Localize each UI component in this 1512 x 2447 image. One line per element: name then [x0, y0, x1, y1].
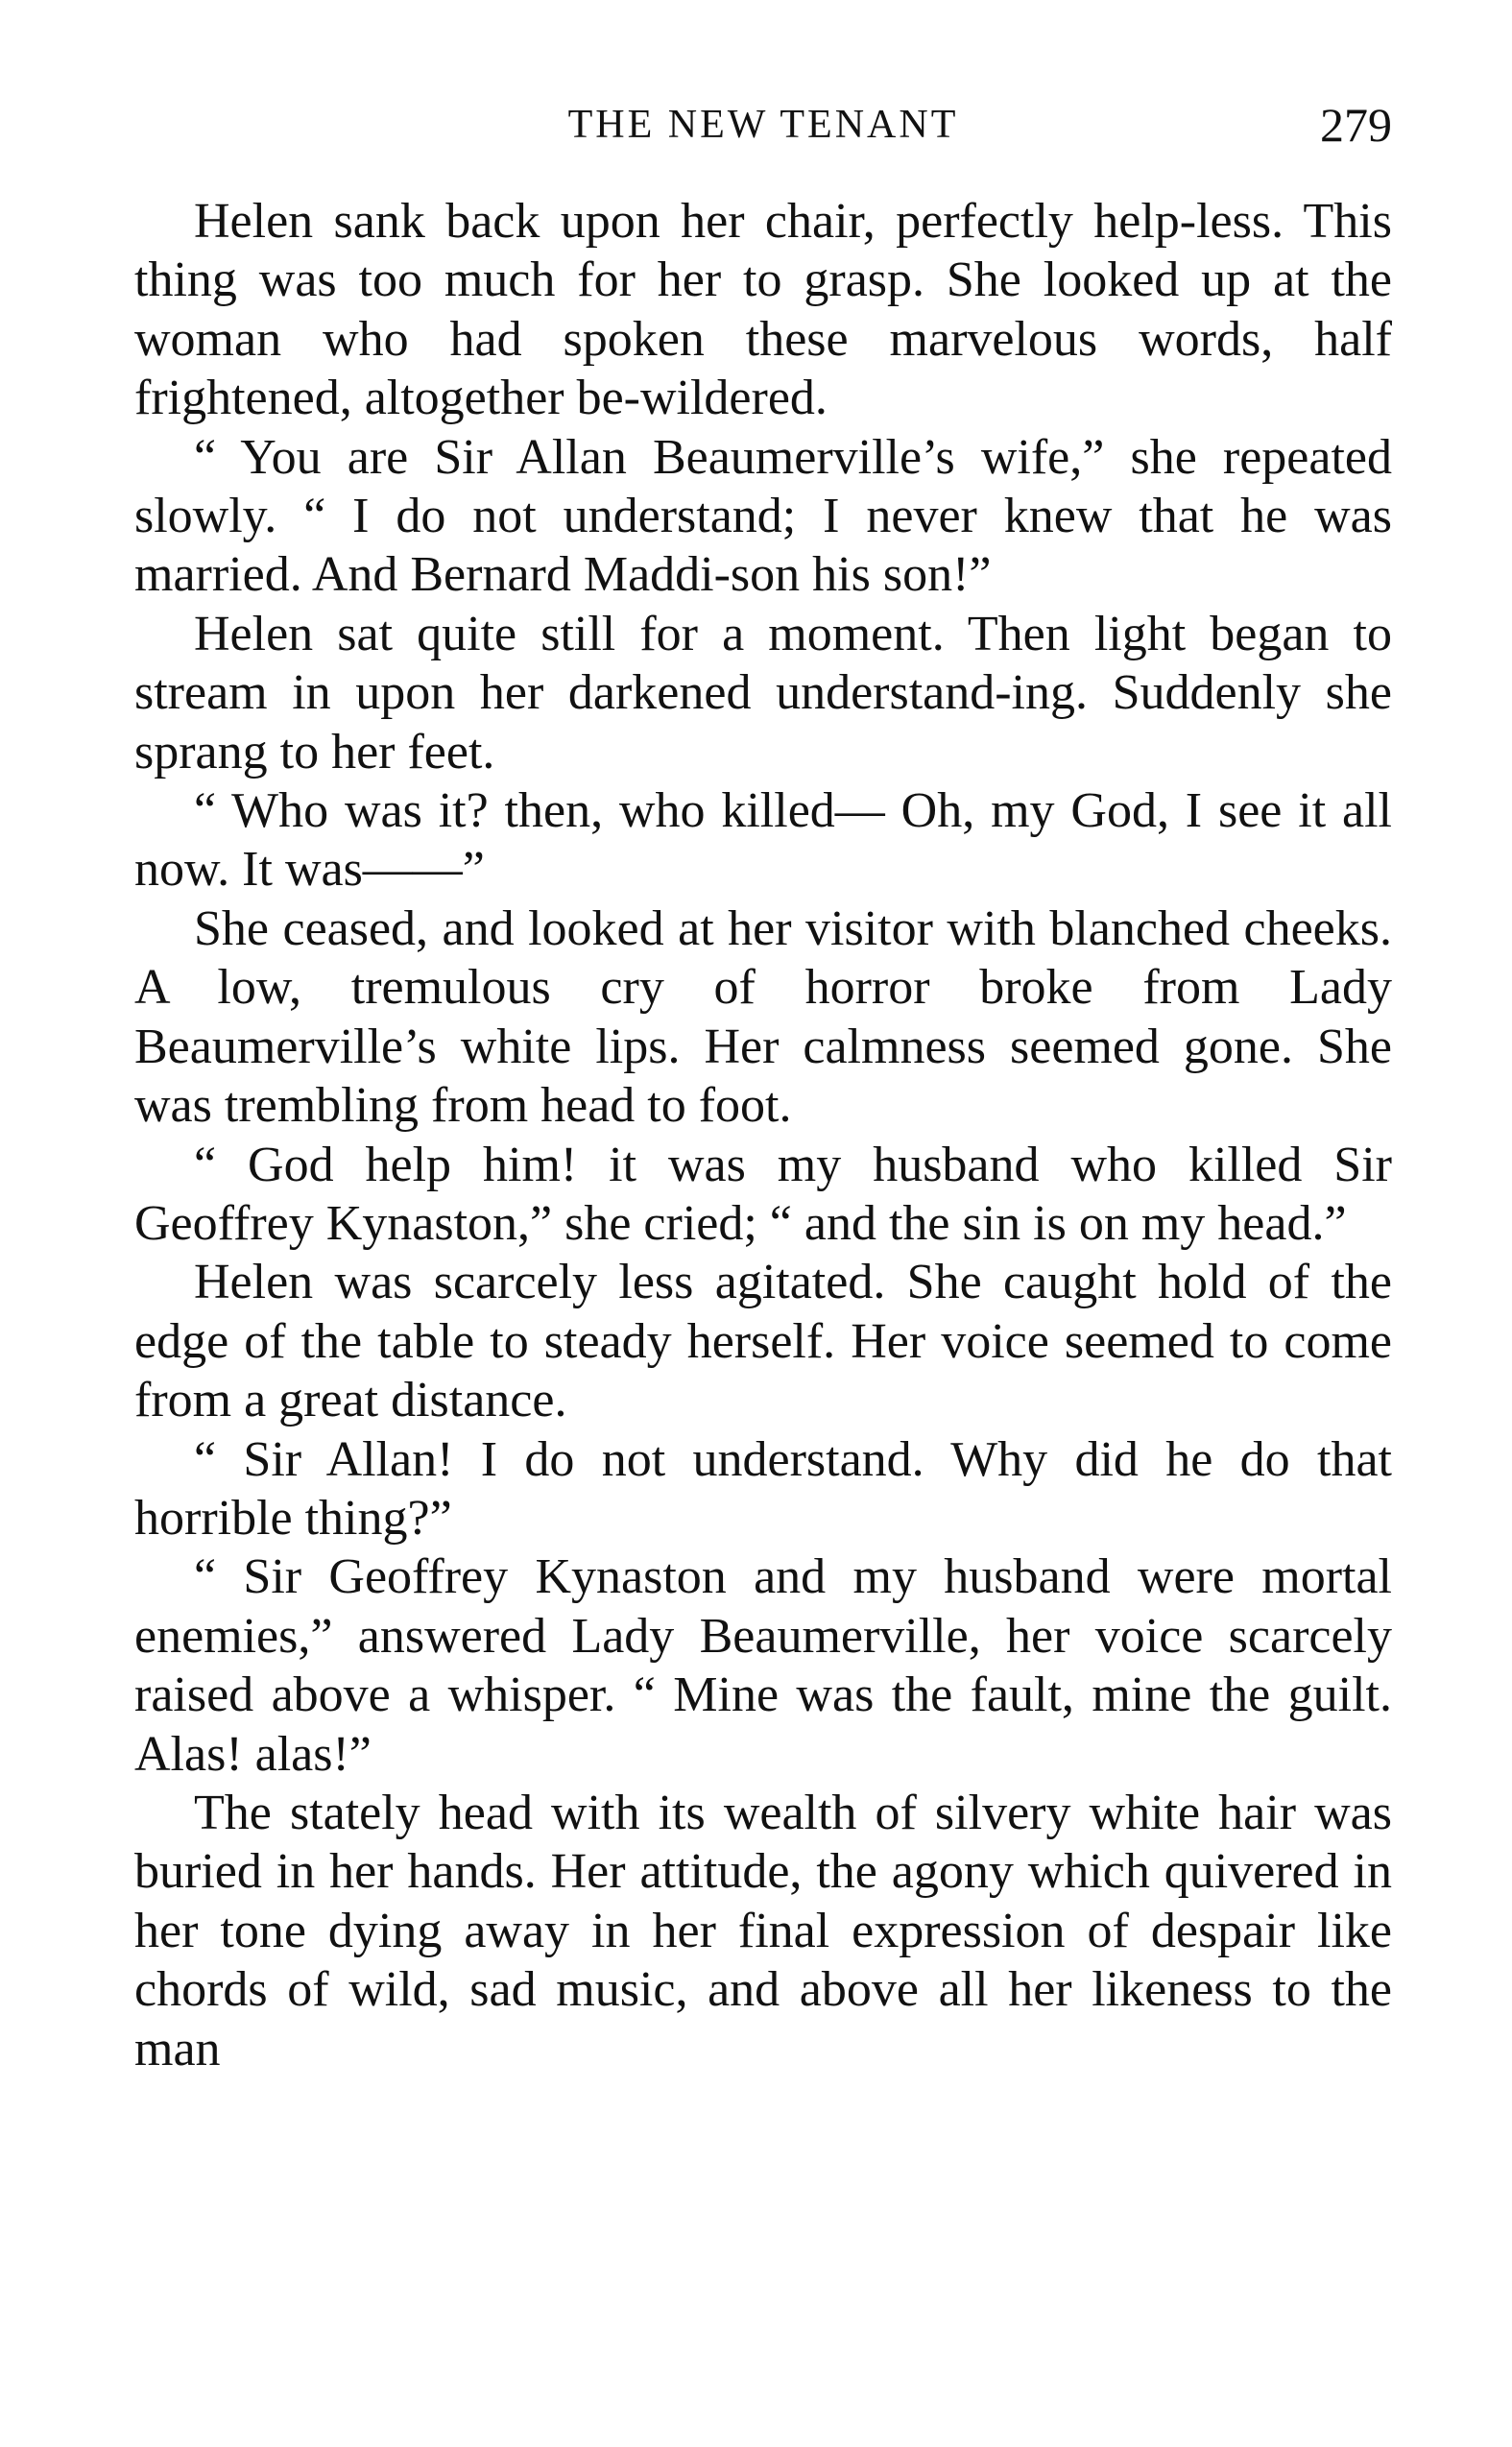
- page-number: 279: [1320, 98, 1392, 152]
- paragraph: “ Who was it? then, who killed— Oh, my God, I see it all now. It was——”: [134, 783, 1392, 898]
- paragraph: She ceased, and looked at her visitor with blanched cheeks. A low, tremulous cry of horror broke from Lady Beaumerville’s white lips. Her calmness seemed gone. She was trembling from head to foot.: [134, 900, 1392, 1134]
- paragraph: “ God help him! it was my husband who killed Sir Geoffrey Kynaston,” she cried; “ and the sin is on my head.”: [134, 1137, 1392, 1251]
- running-head: [134, 96, 1392, 154]
- paragraph: “ You are Sir Allan Beaumerville’s wife,” she repeated slowly. “ I do not understand; I never knew that he was married. And Bernard Maddi-son his son!”: [134, 429, 1392, 603]
- paragraph: Helen was scarcely less agitated. She caught hold of the edge of the table to steady herself. Her voice seemed to come from a great distance.: [134, 1255, 1392, 1428]
- paragraph: The stately head with its wealth of silvery white hair was buried in her hands. Her attitude, the agony which quivered in her tone dying away in her final expression of despair like chords of wild, sad music, and above all her likeness to the man: [134, 1785, 1392, 2076]
- running-title: THE NEW TENANT: [567, 103, 959, 147]
- paragraph: Helen sat quite still for a moment. Then light began to stream in upon her darkened understand-ing. Suddenly she sprang to her feet.: [134, 606, 1392, 780]
- body-text: [134, 192, 1392, 2078]
- paragraph: “ Sir Geoffrey Kynaston and my husband were mortal enemies,” answered Lady Beaumerville, her voice scarcely raised above a whisper. “ Mine was the fault, mine the guilt. Alas! alas!”: [134, 1549, 1392, 1782]
- paragraph: Helen sank back upon her chair, perfectly help-less. This thing was too much for her to grasp. She looked up at the woman who had spoken these marvelous words, half frightened, altogether be-wildered.: [134, 194, 1392, 426]
- paragraph: “ Sir Allan! I do not understand. Why did he do that horrible thing?”: [134, 1431, 1392, 1546]
